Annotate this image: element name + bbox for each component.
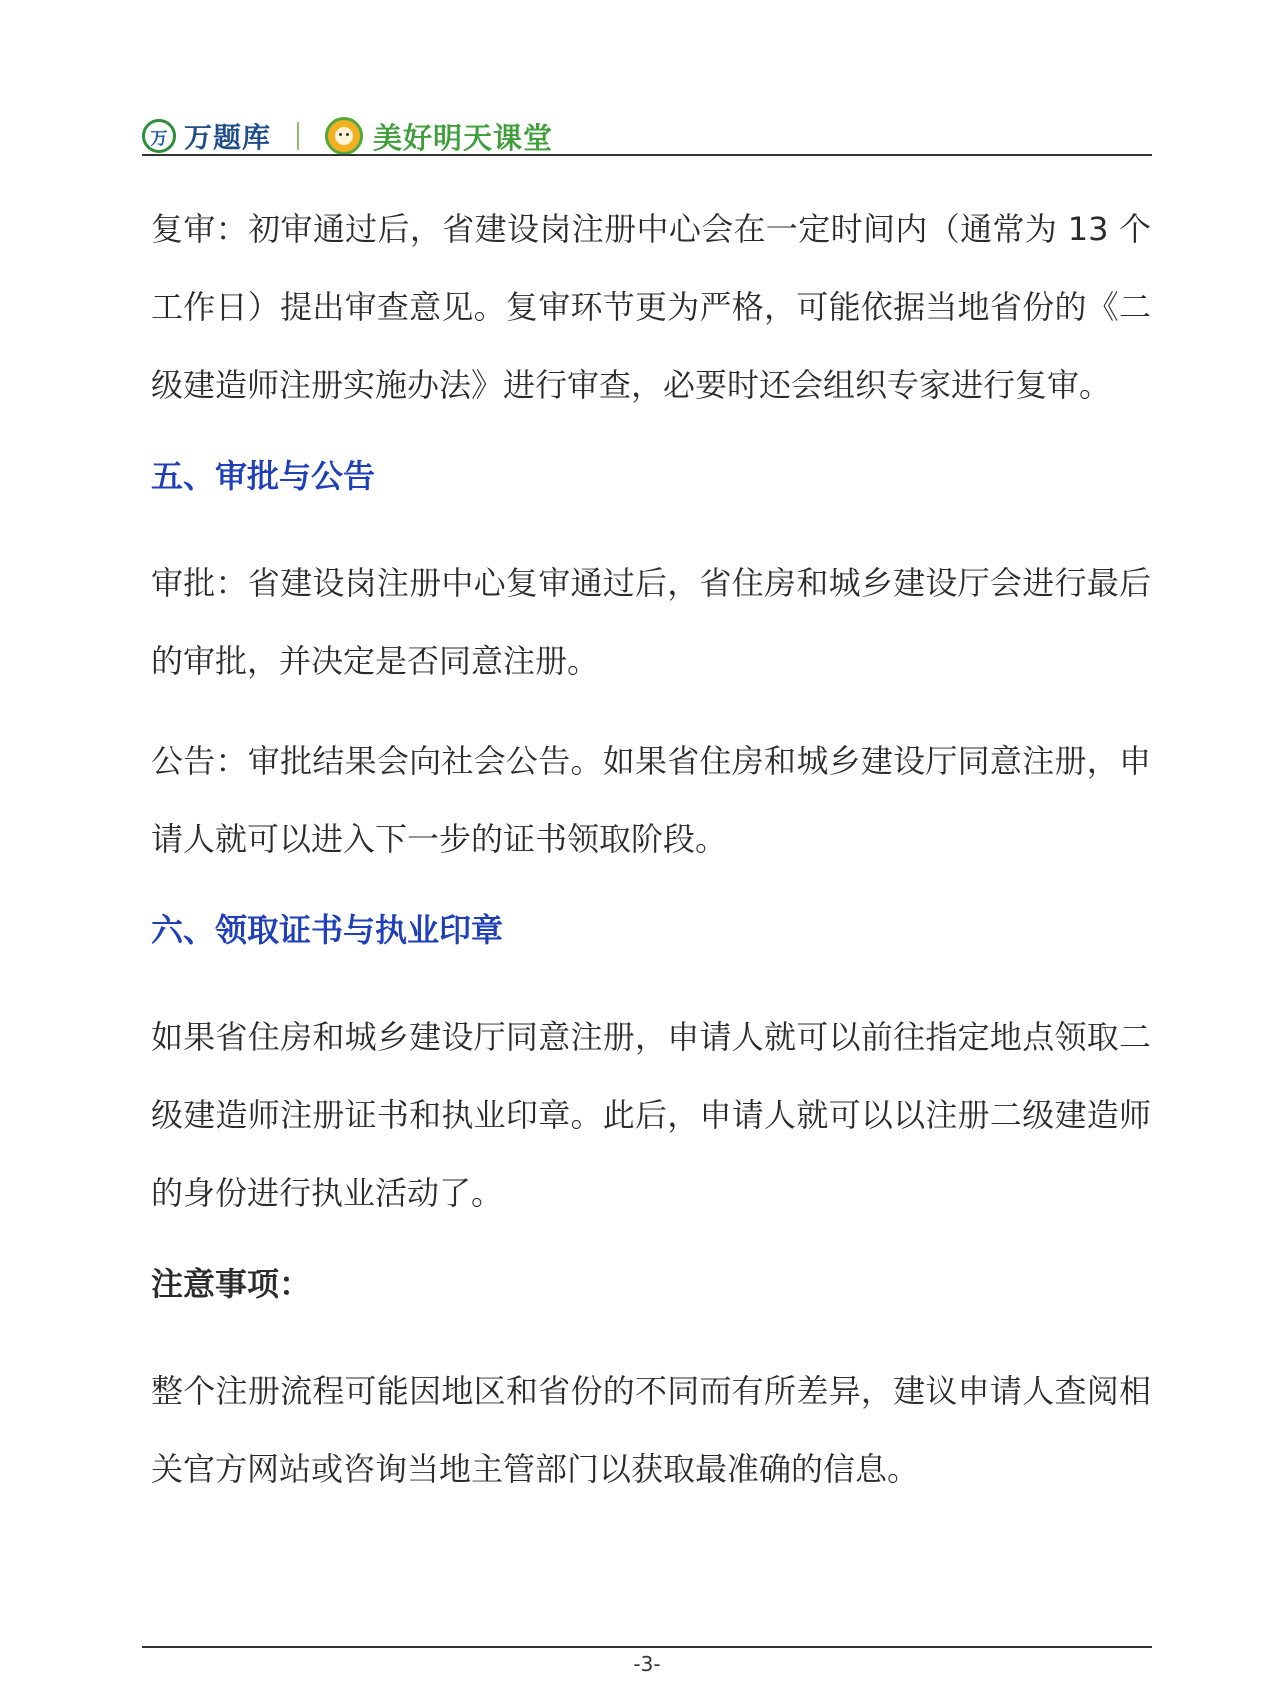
notes-paragraph: 整个注册流程可能因地区和省份的不同而有所差异，建议申请人查阅相关官方网站或咨询当地主管部门以获取最准确的信息。 [151, 1372, 1151, 1488]
section-heading-approval: 五、审批与公告 [151, 457, 376, 495]
section-heading-certificate: 六、领取证书与执业印章 [151, 911, 504, 949]
header-rule [142, 154, 1152, 156]
notes-heading: 注意事项： [151, 1265, 312, 1303]
approval-paragraph: 审批：省建设岗注册中心复审通过后，省住房和城乡建设厅会进行最后的审批，并决定是否同意注册。 [151, 564, 1151, 680]
page-number: -3- [633, 1652, 661, 1676]
header-divider [297, 122, 299, 150]
certificate-paragraph: 如果省住房和城乡建设厅同意注册，申请人就可以前往指定地点领取二级建造师注册证书和执业印章。此后，申请人就可以以注册二级建造师的身份进行执业活动了。 [151, 1018, 1151, 1212]
wantiku-logo-glyph: 万 [150, 128, 168, 149]
review-paragraph: 复审：初审通过后，省建设岗注册中心会在一定时间内（通常为 13 个工作日）提出审查意见。复审环节更为严格，可能依据当地省份的《二级建造师注册实施办法》进行审查，必要时还会组织专家进行复审。 [151, 210, 1151, 404]
page-header [142, 112, 1152, 160]
wantiku-logo-text: 万题库 [184, 121, 272, 154]
document-body [151, 190, 1151, 1530]
footer-rule [142, 1646, 1152, 1648]
lion-logo-icon [325, 117, 363, 155]
wantiku-logo-icon [142, 119, 176, 153]
announcement-paragraph: 公告：审批结果会向社会公告。如果省住房和城乡建设厅同意注册，申请人就可以进入下一步的证书领取阶段。 [151, 742, 1151, 858]
meihao-logo-text: 美好明天课堂 [373, 120, 554, 155]
